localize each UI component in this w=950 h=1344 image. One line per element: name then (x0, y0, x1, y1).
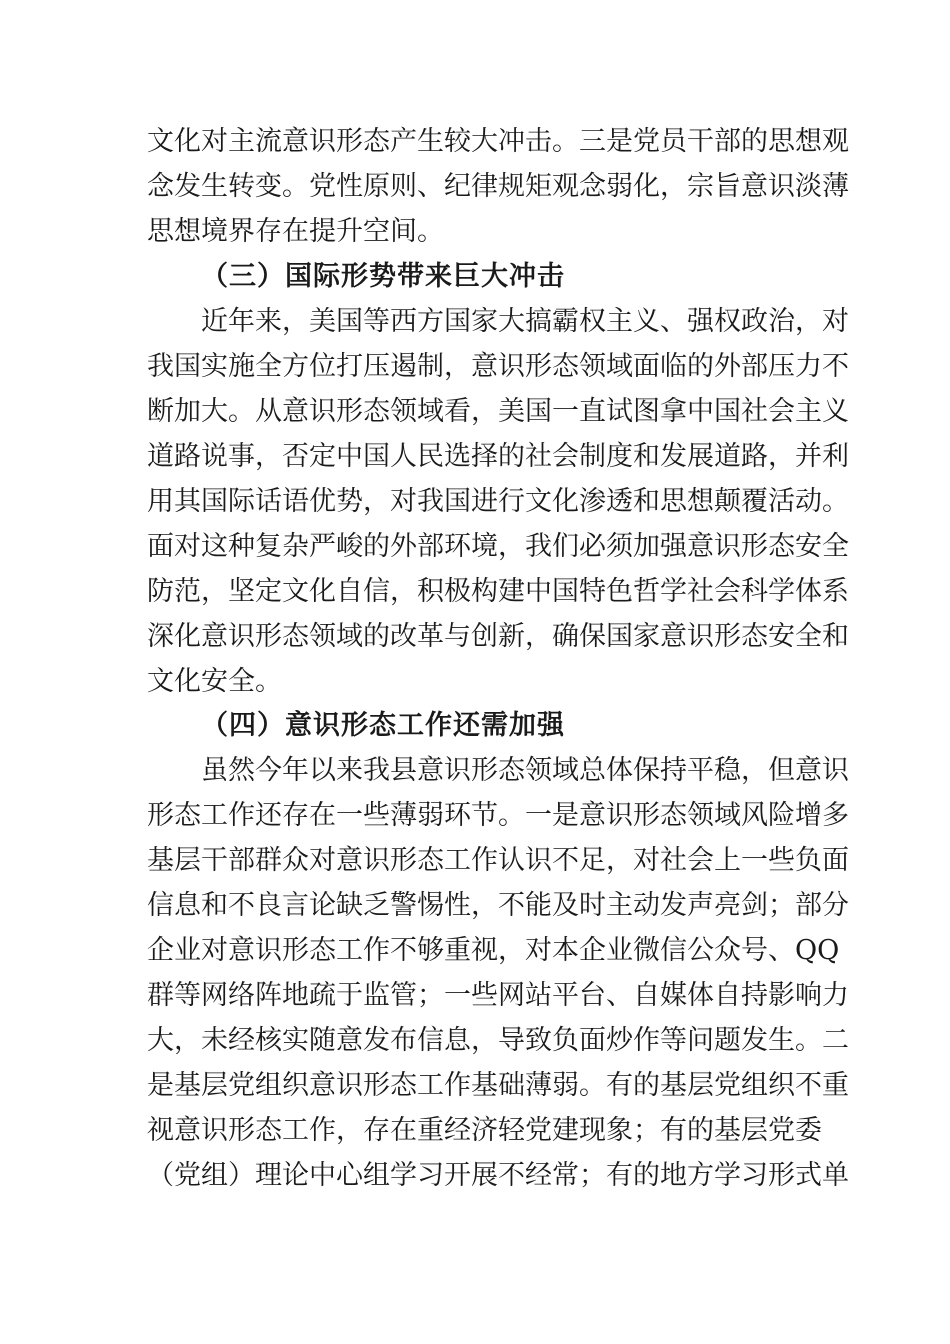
paragraph-line: 视意识形态工作，存在重经济轻党建现象；有的基层党委 (147, 1115, 822, 1146)
paragraph-line: （党组）理论中心组学习开展不经常；有的地方学习形式单 (147, 1160, 849, 1191)
paragraph-line: 近年来，美国等西方国家大搞霸权主义、强权政治，对 (201, 306, 849, 337)
paragraph-line: 文化对主流意识形态产生较大冲击。三是党员干部的思想观 (147, 126, 849, 157)
paragraph-line: 大，未经核实随意发布信息，导致负面炒作等问题发生。二 (147, 1025, 849, 1056)
paragraph-line: 深化意识形态领域的改革与创新，确保国家意识形态安全和 (147, 621, 849, 652)
paragraph-line: 面对这种复杂严峻的外部环境，我们必须加强意识形态安全 (147, 531, 849, 562)
paragraph-line: 断加大。从意识形态领域看，美国一直试图拿中国社会主义 (147, 396, 849, 427)
paragraph-line: 防范，坚定文化自信，积极构建中国特色哲学社会科学体系 (147, 576, 849, 607)
paragraph-line: 用其国际话语优势，对我国进行文化渗透和思想颠覆活动。 (147, 486, 849, 517)
paragraph-line: 群等网络阵地疏于监管；一些网站平台、自媒体自持影响力 (147, 980, 849, 1011)
paragraph-line: 念发生转变。党性原则、纪律规矩观念弱化，宗旨意识淡薄 (147, 171, 849, 202)
paragraph-line: 道路说事，否定中国人民选择的社会制度和发展道路，并利 (147, 441, 849, 472)
paragraph-line: 形态工作还存在一些薄弱环节。一是意识形态领域风险增多 (147, 800, 849, 831)
paragraph-line: 基层干部群众对意识形态工作认识不足，对社会上一些负面 (147, 845, 849, 876)
paragraph-line: 思想境界存在提升空间。 (147, 216, 444, 247)
paragraph-line: 我国实施全方位打压遏制，意识形态领域面临的外部压力不 (147, 351, 849, 382)
paragraph-line: 虽然今年以来我县意识形态领域总体保持平稳，但意识 (201, 755, 849, 786)
paragraph-line: 企业对意识形态工作不够重视，对本企业微信公众号、QQ (147, 935, 840, 966)
paragraph-line: 信息和不良言论缺乏警惕性，不能及时主动发声亮剑；部分 (147, 890, 849, 921)
section-heading-4: （四）意识形态工作还需加强 (201, 710, 565, 741)
section-heading-3: （三）国际形势带来巨大冲击 (201, 261, 565, 292)
paragraph-line: 文化安全。 (147, 666, 282, 697)
paragraph-line: 是基层党组织意识形态工作基础薄弱。有的基层党组织不重 (147, 1070, 849, 1101)
